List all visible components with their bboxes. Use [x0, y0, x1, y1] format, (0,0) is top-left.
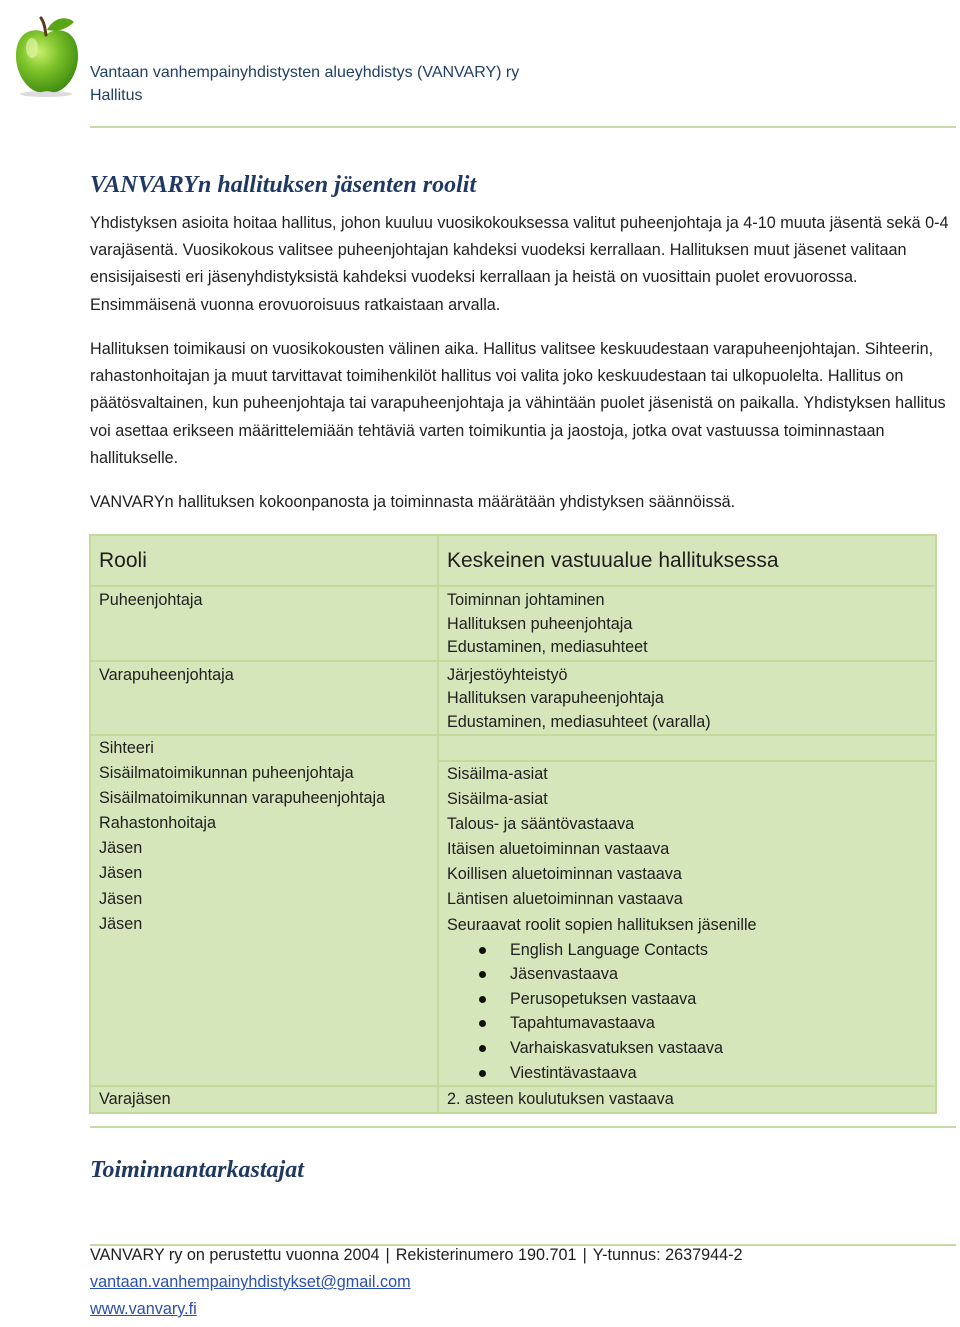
empty-responsibility-cell: [439, 736, 935, 762]
role-member: Jäsen: [99, 864, 143, 883]
footer-separator: |: [385, 1246, 390, 1264]
role-treasurer: Rahastonhoitaja: [99, 814, 216, 833]
responsibility-line: Edustaminen, mediasuhteet: [447, 638, 648, 656]
footer-registration: [90, 1246, 743, 1265]
bullet-icon: [479, 1045, 486, 1052]
intro-paragraph: Yhdistyksen asioita hoitaa hallitus, johon kuuluu vuosikokouksessa valitut puheenjohtaja ja 4-10 muuta jäsentä sekä 0-4 varajäsentä. Vuosikokous valitsee puheenjohtajan kahdeksi vuodeksi kerrallaan. Hallituksen muut jäsenet valitaan ensisijaisesti eri jäsenyhdistyksistä kahdeksi vuodeksi kerrallaan ja heistä on vuosittain puolet erovuorossa. Ensimmäisenä vuonna erovuoroisuus ratkaistaan arvalla.: [90, 214, 949, 314]
list-item: Varhaiskasvatuksen vastaava: [510, 1036, 927, 1061]
bullet-icon: [479, 971, 486, 978]
responsibility-line: Seuraavat roolit sopien hallituksen jäsenille: [447, 915, 757, 934]
bullet-icon: [479, 1020, 486, 1027]
responsibility-line: Sisäilma-asiat: [447, 765, 548, 783]
role-member: Jäsen: [99, 889, 143, 908]
section-title-roles: VANVARYn hallituksen jäsenten roolit: [90, 172, 477, 198]
responsibility-line: Läntisen aluetoiminnan vastaava: [447, 890, 683, 909]
term-paragraph: Hallituksen toimikausi on vuosikokousten välinen aika. Hallitus valitsee keskuudestaan varapuheenjohtajan. Sihteerin, rahastonhoitajan ja muut tarvittavat toimihenkilöt hallitus voi valita joko keskuudestaan tai ulkopuolelta. Hallitus on päätösvaltainen, kun puheenjohtaja tai varapuheenjohtaja ja vähintään puolet jäsenistä on paikalla. Yhdistyksen hallitus voi asettaa erikseen määrittelemiään tehtäviä varten toimikuntia ja jaostoja, jotka ovat vastuussa toiminnastaan hallitukselle.: [90, 340, 946, 467]
role-indoor-air-chair: Sisäilmatoimikunnan puheenjohtaja: [99, 764, 354, 783]
list-item: Jäsenvastaava: [510, 962, 927, 987]
responsibility-line: 2. asteen koulutuksen vastaava: [447, 1090, 674, 1109]
table-row: [90, 586, 936, 661]
table-row: [90, 1086, 936, 1113]
responsibility-line: Hallituksen puheenjohtaja: [447, 614, 633, 633]
role-deputy-member: Varajäsen: [99, 1090, 171, 1109]
role-bullet-list: [447, 938, 927, 1086]
table-row: [90, 661, 936, 736]
responsibility-line: Talous- ja sääntövastaava: [447, 815, 635, 834]
bullet-icon: [479, 996, 486, 1003]
role-chair: Puheenjohtaja: [99, 591, 203, 609]
header-subtitle: Hallitus: [90, 87, 143, 104]
column-header-responsibility: Keskeinen vastuualue hallituksessa: [438, 535, 936, 586]
role-vice-chair: Varapuheenjohtaja: [99, 665, 234, 684]
role-indoor-air-vice-chair: Sisäilmatoimikunnan varapuheenjohtaja: [99, 789, 386, 808]
header-divider: [90, 126, 956, 128]
responsibility-line: Itäisen aluetoiminnan vastaava: [447, 840, 670, 859]
website-link[interactable]: www.vanvary.fi: [90, 1300, 197, 1318]
footer-reg-number: Rekisterinumero 190.701: [395, 1246, 577, 1264]
organization-name: Vantaan vanhempainyhdistysten alueyhdistys (VANVARY) ry: [90, 64, 520, 81]
list-item: Tapahtumavastaava: [510, 1011, 927, 1036]
green-apple-icon: [10, 8, 84, 98]
bullet-icon: [479, 1070, 486, 1077]
footer-founded: VANVARY ry on perustettu vuonna 2004: [90, 1246, 380, 1264]
footer-business-id: Y-tunnus: 2637944-2: [592, 1246, 743, 1264]
responsibility-line: Toiminnan johtaminen: [447, 591, 605, 609]
column-header-role: Rooli: [90, 535, 438, 586]
table-row: [90, 735, 936, 1086]
bullet-icon: [479, 947, 486, 954]
role-member: Jäsen: [99, 839, 143, 858]
responsibility-line: Koillisen aluetoiminnan vastaava: [447, 865, 682, 884]
section-divider: [90, 1126, 956, 1128]
responsibility-line: Hallituksen varapuheenjohtaja: [447, 689, 664, 707]
section-title-auditors: Toiminnantarkastajat: [90, 1157, 304, 1183]
table-header-row: [90, 535, 936, 586]
role-secretary: Sihteeri: [99, 739, 154, 757]
responsibility-line: Sisäilma-asiat: [447, 790, 548, 809]
responsibility-line: Järjestöyhteistyö: [447, 665, 568, 684]
list-item: Perusopetuksen vastaava: [510, 987, 927, 1012]
email-link[interactable]: vantaan.vanhempainyhdistykset@gmail.com: [90, 1273, 411, 1291]
roles-table: [89, 534, 937, 1114]
role-member: Jäsen: [99, 914, 143, 933]
responsibility-line: Edustaminen, mediasuhteet (varalla): [447, 712, 711, 731]
rules-paragraph: VANVARYn hallituksen kokoonpanosta ja toiminnasta määrätään yhdistyksen säännöissä.: [90, 493, 736, 511]
footer-separator: |: [582, 1246, 587, 1264]
list-item: Viestintävastaava: [510, 1061, 927, 1086]
list-item: English Language Contacts: [510, 938, 927, 963]
